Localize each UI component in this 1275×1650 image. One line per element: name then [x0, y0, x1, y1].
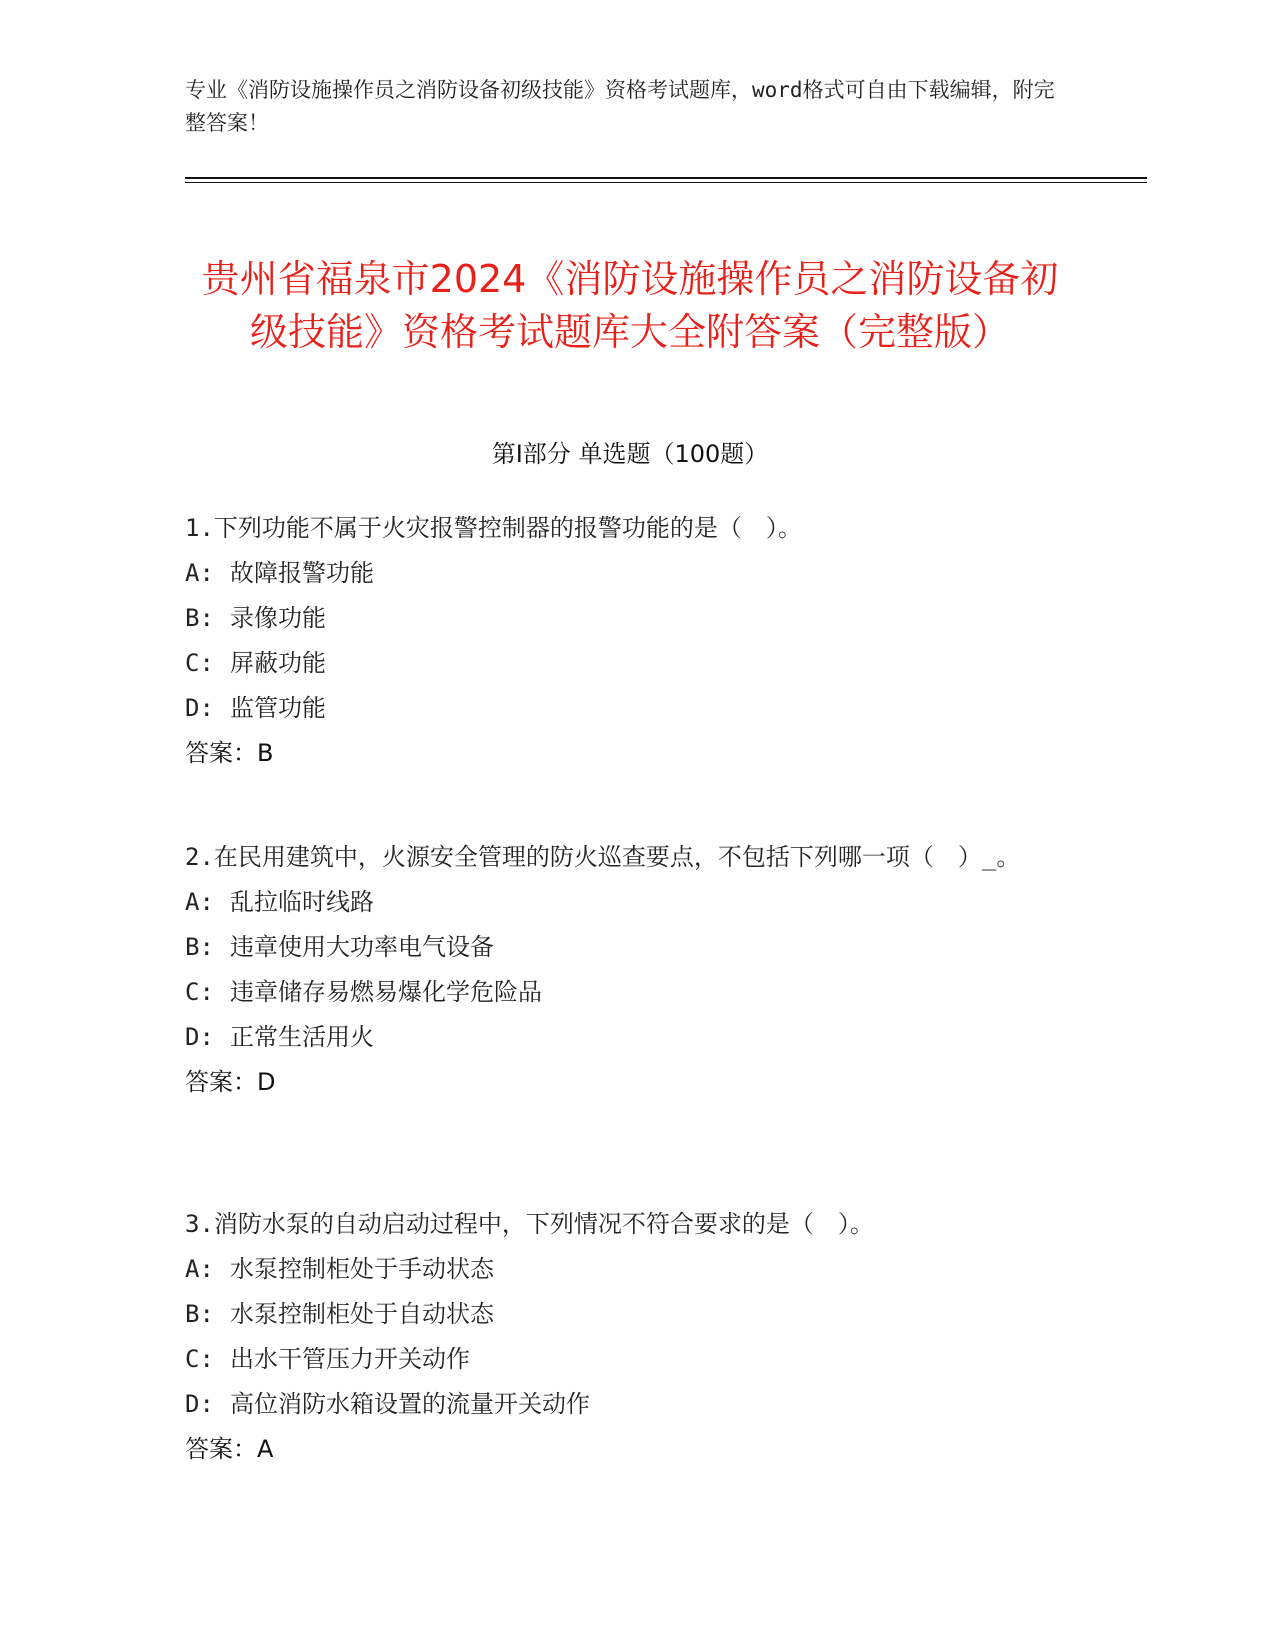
option-text: 违章储存易燃易爆化学危险品: [230, 978, 542, 1006]
option-text: 正常生活用火: [230, 1023, 374, 1051]
question-stem: 2.在民用建筑中，火源安全管理的防火巡查要点，不包括下列哪一项（ ）_。: [185, 843, 1021, 871]
option-a: [185, 551, 1075, 596]
header-note: 专业《消防设施操作员之消防设备初级技能》资格考试题库，word格式可自由下载编辑，附完整答案！: [185, 78, 1055, 135]
option-a: [185, 880, 1075, 925]
option-key: B:: [185, 604, 214, 632]
header-divider-thin: [185, 182, 1147, 183]
option-key: C:: [185, 1345, 214, 1373]
option-key: C:: [185, 978, 214, 1006]
option-text: 录像功能: [230, 604, 326, 632]
option-text: 水泵控制柜处于自动状态: [230, 1300, 494, 1328]
option-key: B:: [185, 933, 214, 961]
answer: 答案：B: [185, 739, 274, 767]
option-b: [185, 925, 1075, 970]
option-text: 高位消防水箱设置的流量开关动作: [230, 1390, 590, 1418]
option-d: [185, 686, 1075, 731]
option-a: [185, 1247, 1075, 1292]
option-c: [185, 970, 1075, 1015]
document-title: 贵州省福泉市2024《消防设施操作员之消防设备初级技能》资格考试题库大全附答案（完整版）: [201, 257, 1059, 355]
question-2: [185, 835, 1075, 1105]
option-c: [185, 641, 1075, 686]
question-stem: 1.下列功能不属于火灾报警控制器的报警功能的是（ ）。: [185, 514, 802, 542]
option-key: D:: [185, 694, 214, 722]
option-c: [185, 1337, 1075, 1382]
option-d: [185, 1382, 1075, 1427]
header-divider-thick: [185, 177, 1147, 179]
option-text: 乱拉临时线路: [230, 888, 374, 916]
option-key: C:: [185, 649, 214, 677]
option-key: B:: [185, 1300, 214, 1328]
option-key: A:: [185, 1255, 214, 1283]
section-heading: 第Ⅰ部分 单选题（100题）: [491, 440, 769, 468]
option-key: D:: [185, 1023, 214, 1051]
option-text: 出水干管压力开关动作: [230, 1345, 470, 1373]
option-text: 违章使用大功率电气设备: [230, 933, 494, 961]
option-key: D:: [185, 1390, 214, 1418]
answer: 答案：A: [185, 1435, 274, 1463]
option-text: 故障报警功能: [230, 559, 374, 587]
question-3: [185, 1202, 1075, 1472]
option-text: 监管功能: [230, 694, 326, 722]
option-b: [185, 1292, 1075, 1337]
option-key: A:: [185, 888, 214, 916]
option-text: 水泵控制柜处于手动状态: [230, 1255, 494, 1283]
option-d: [185, 1015, 1075, 1060]
option-key: A:: [185, 559, 214, 587]
option-b: [185, 596, 1075, 641]
option-text: 屏蔽功能: [230, 649, 326, 677]
answer: 答案：D: [185, 1068, 276, 1096]
question-1: [185, 506, 1075, 776]
question-stem: 3.消防水泵的自动启动过程中，下列情况不符合要求的是（ ）。: [185, 1210, 874, 1238]
